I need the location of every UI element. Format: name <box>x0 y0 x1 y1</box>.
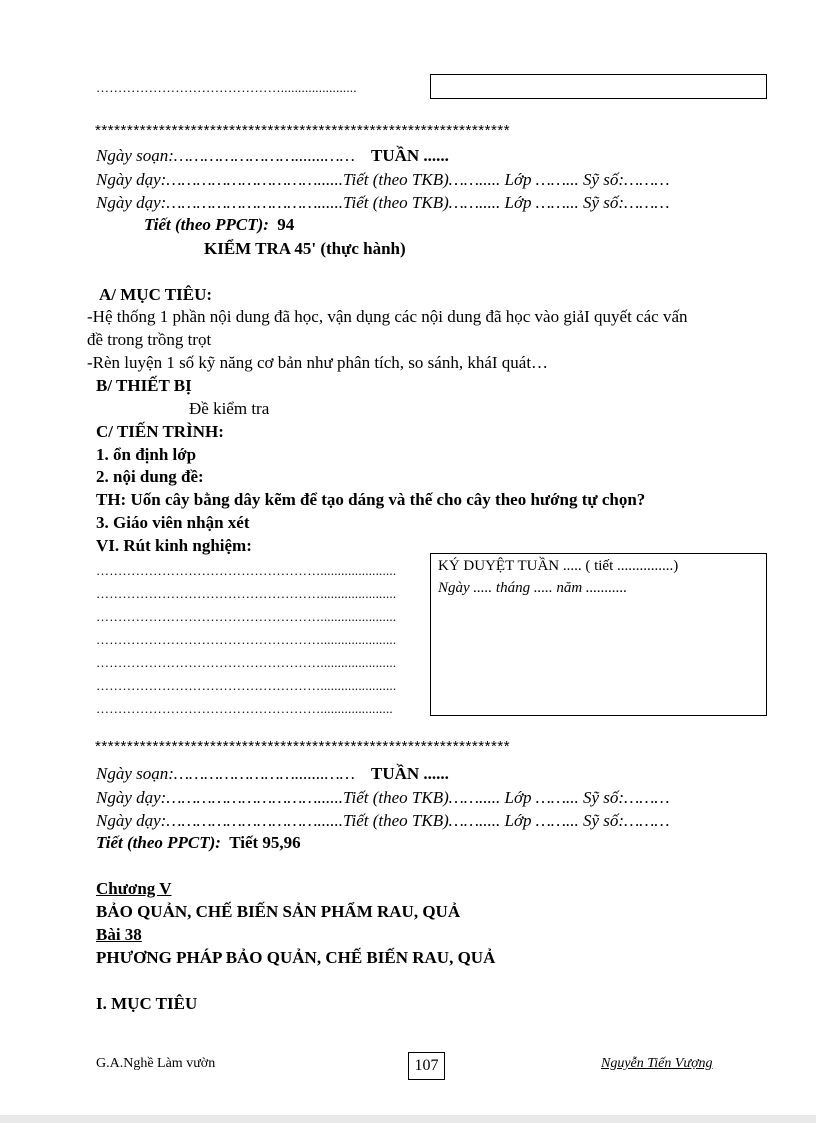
notes-dots-line: ……………………………………………...................... <box>96 586 397 601</box>
tiet-ppct-line <box>96 833 301 853</box>
page-number: 107 <box>408 1052 445 1080</box>
section-a-heading: A/ MỤC TIÊU: <box>99 285 213 304</box>
section-a-line-2: đề trong trồng trọt <box>87 330 212 349</box>
tiet-ppct-label: Tiết (theo PPCT): <box>144 215 269 234</box>
separator-stars: ***************************************************************** <box>95 122 511 139</box>
page-title: KIỂM TRA 45' (thực hành) <box>204 239 406 258</box>
notes-dots-line: ……………………………………………...................... <box>96 563 397 578</box>
section-b-item: Đề kiểm tra <box>189 399 270 418</box>
top-empty-box <box>430 74 767 99</box>
page-bottom-edge <box>0 1115 816 1123</box>
top-dots-line: ……………………………………...................... <box>96 80 357 95</box>
notes-dots-line: ……………………………………………...................... <box>96 609 397 624</box>
approval-box <box>430 553 767 716</box>
ngay-day-line-2: Ngày dạy:…………………………......Tiết (theo TKB)……..... Lớp ……... Sỹ số:……… <box>96 811 670 830</box>
ngay-soan-line: Ngày soạn:…………………….......…… <box>96 764 355 783</box>
chapter-title: BẢO QUẢN, CHẾ BIẾN SẢN PHẨM RAU, QUẢ <box>96 902 461 921</box>
separator-stars: ***************************************************************** <box>95 738 511 755</box>
footer-left: G.A.Nghề Làm vườn <box>96 1056 216 1071</box>
ngay-day-line-1: Ngày dạy:…………………………......Tiết (theo TKB)……..... Lớp ……... Sỹ số:……… <box>96 788 670 807</box>
tiet-ppct-line <box>144 215 294 235</box>
notes-dots-line: ……………………………………………...................... <box>96 632 397 647</box>
tiet-ppct-label: Tiết (theo PPCT): <box>96 833 221 852</box>
section-c-item-3: 3. Giáo viên nhận xét <box>96 513 250 532</box>
section-a-line-3: -Rèn luyện 1 số kỹ năng cơ bản như phân tích, so sánh, kháI quát… <box>87 353 549 372</box>
ngay-day-line-1: Ngày dạy:…………………………......Tiết (theo TKB)……..... Lớp ……... Sỹ số:……… <box>96 170 670 189</box>
tiet-ppct-value: 94 <box>277 215 295 234</box>
notes-dots-line: ……………………………………………..................... <box>96 701 393 716</box>
lesson-title: PHƯƠNG PHÁP BẢO QUẢN, CHẾ BIẾN RAU, QUẢ <box>96 948 496 967</box>
section-a-line-1: -Hệ thống 1 phần nội dung đã học, vận dụng các nội dung đã học vào giảI quyết các vấn <box>87 307 688 326</box>
tuan-label: TUẦN ...... <box>371 764 449 783</box>
tiet-ppct-value: Tiết 95,96 <box>229 833 301 852</box>
notes-dots-line: ……………………………………………...................... <box>96 678 397 693</box>
section-c-item-2-text: 2. nội dung đề: <box>96 467 204 486</box>
approval-date: Ngày ..... tháng ..... năm ........... <box>438 580 628 596</box>
ngay-soan-line: Ngày soạn:…………………….......…… <box>96 146 355 165</box>
approval-title: KÝ DUYỆT TUẦN ..... ( tiết ...............) <box>438 558 679 574</box>
tuan-label: TUẦN ...... <box>371 146 449 165</box>
lesson-label: Bài 38 <box>96 925 142 944</box>
section-c-item-2 <box>96 467 204 487</box>
section-b-heading: B/ THIẾT BỊ <box>96 376 192 395</box>
chapter-label: Chương V <box>96 879 172 898</box>
muc-tieu-heading: I. MỤC TIÊU <box>96 994 198 1013</box>
footer-author: Nguyễn Tiến Vượng <box>601 1056 713 1071</box>
section-c-heading: C/ TIẾN TRÌNH: <box>96 422 224 441</box>
notes-dots-line: ……………………………………………...................... <box>96 655 397 670</box>
section-c-item-1: 1. ổn định lớp <box>96 445 197 464</box>
rut-kinh-nghiem-heading: VI. Rút kinh nghiệm: <box>96 536 252 555</box>
ngay-day-line-2: Ngày dạy:…………………………......Tiết (theo TKB)……..... Lớp ……... Sỹ số:……… <box>96 193 670 212</box>
th-question: TH: Uốn cây bằng dây kẽm để tạo dáng và thế cho cây theo hướng tự chọn? <box>96 490 646 509</box>
